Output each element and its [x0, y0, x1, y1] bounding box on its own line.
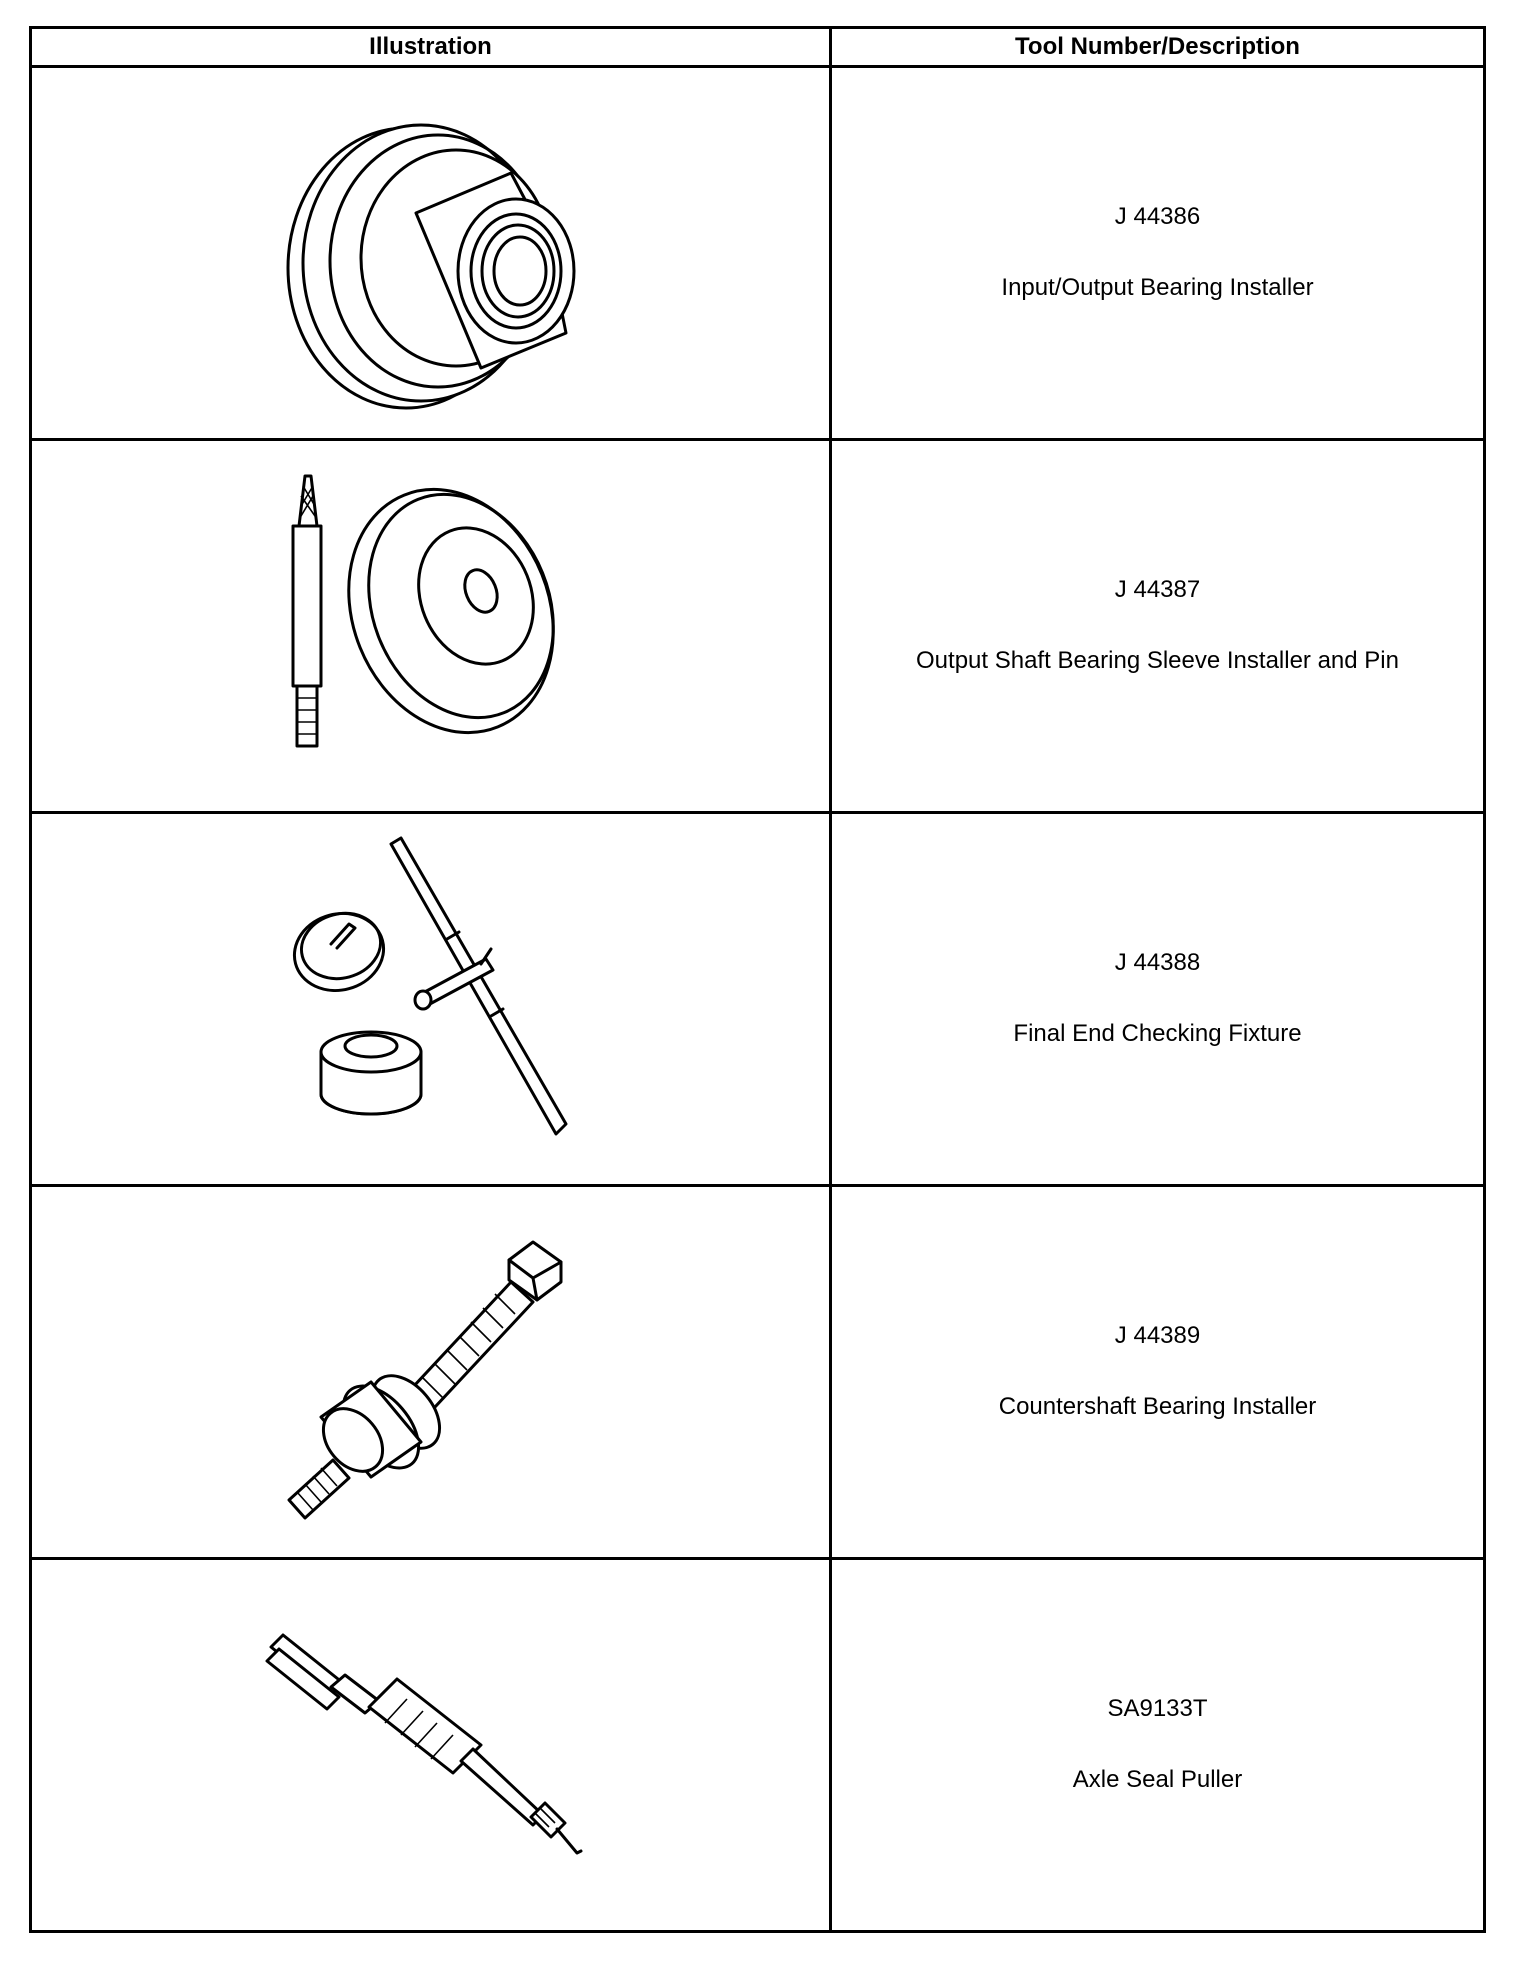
tool-cell [831, 1186, 1485, 1559]
tool-number: J 44387 [1114, 576, 1201, 604]
bearing-installer-icon [266, 93, 596, 413]
tool-description: Output Shaft Bearing Sleeve Installer and Pin [916, 647, 1399, 674]
tool-description: Axle Seal Puller [1072, 1766, 1243, 1793]
tool-cell [831, 440, 1485, 813]
tool-cell [831, 1559, 1485, 1932]
axle-seal-puller-icon [261, 1615, 601, 1875]
table-row [31, 440, 1485, 813]
tool-number: J 44388 [1114, 949, 1201, 977]
table-row [31, 67, 1485, 440]
illustration-cell [31, 67, 831, 440]
special-tools-table [29, 26, 1486, 1933]
tool-description: Countershaft Bearing Installer [998, 1393, 1317, 1420]
tool-description: Input/Output Bearing Installer [1001, 274, 1314, 301]
tool-cell [831, 67, 1485, 440]
illustration-cell [31, 1559, 831, 1932]
tool-number: J 44386 [1114, 203, 1201, 231]
table-row [31, 1186, 1485, 1559]
illustration-cell [31, 440, 831, 813]
illustration-cell [31, 813, 831, 1186]
table-header-row [31, 28, 1485, 67]
tool-number: SA9133T [1107, 1695, 1208, 1723]
tool-cell [831, 813, 1485, 1186]
illustration-column-header: Illustration [31, 28, 831, 67]
sleeve-installer-and-pin-icon [271, 466, 591, 786]
table-row [31, 1559, 1485, 1932]
tool-number: J 44389 [1114, 1322, 1201, 1350]
illustration-cell [31, 1186, 831, 1559]
countershaft-installer-icon [271, 1212, 591, 1532]
checking-fixture-icon [271, 834, 591, 1164]
tool-description: Final End Checking Fixture [1013, 1020, 1302, 1047]
tool-column-header: Tool Number/Description [831, 28, 1485, 67]
table-row [31, 813, 1485, 1186]
